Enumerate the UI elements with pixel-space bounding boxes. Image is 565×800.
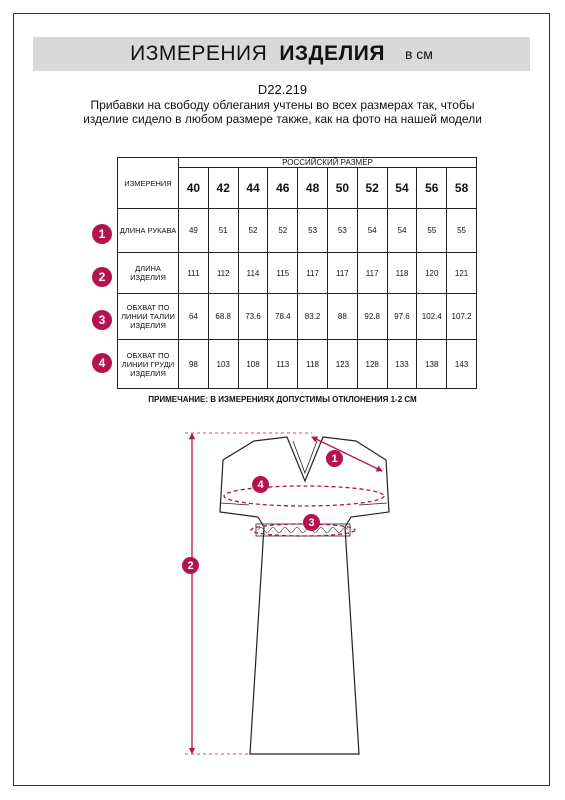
- measurement-badge: 2: [92, 267, 112, 287]
- size-col-header: 44: [238, 168, 268, 209]
- table-cell: 73.6: [238, 294, 268, 340]
- size-col-header: 48: [298, 168, 328, 209]
- table-cell: 128: [357, 340, 387, 389]
- table-cell: 102.4: [417, 294, 447, 340]
- size-col-header: 50: [327, 168, 357, 209]
- row-label: ДЛИНА РУКАВА: [118, 209, 179, 253]
- table-cell: 83.2: [298, 294, 328, 340]
- tolerance-note: ПРИМЕЧАНИЕ: В ИЗМЕРЕНИЯХ ДОПУСТИМЫ ОТКЛОНЕНИЯ 1-2 СМ: [148, 395, 417, 404]
- diagram-badge: 1: [326, 450, 343, 467]
- table-cell: 55: [417, 209, 447, 253]
- table-cell: 92.8: [357, 294, 387, 340]
- size-col-header: 52: [357, 168, 387, 209]
- table-cell: 112: [208, 253, 238, 294]
- table-cell: 49: [179, 209, 209, 253]
- table-cell: 138: [417, 340, 447, 389]
- table-cell: 118: [387, 253, 417, 294]
- table-cell: 120: [417, 253, 447, 294]
- table-cell: 53: [327, 209, 357, 253]
- table-cell: 103: [208, 340, 238, 389]
- table-cell: 108: [238, 340, 268, 389]
- title-part-1: ИЗМЕРЕНИЯ: [130, 42, 268, 65]
- sleeve-length-arrow: [314, 438, 380, 470]
- table-cell: 121: [447, 253, 477, 294]
- diagram-badge: 3: [303, 514, 320, 531]
- diagram-badge: 4: [252, 476, 269, 493]
- row-label: ОБХВАТ ПО ЛИНИИ ТАЛИИ ИЗДЕЛИЯ: [118, 294, 179, 340]
- size-col-header: 56: [417, 168, 447, 209]
- table-cell: 64: [179, 294, 209, 340]
- table-cell: 52: [268, 209, 298, 253]
- size-col-header: 40: [179, 168, 209, 209]
- table-cell: 55: [447, 209, 477, 253]
- row-label: ДЛИНА ИЗДЕЛИЯ: [118, 253, 179, 294]
- table-cell: 97.6: [387, 294, 417, 340]
- corner-label: ИЗМЕРЕНИЯ: [118, 158, 179, 209]
- model-code: D22.219: [257, 82, 308, 97]
- table-cell: 143: [447, 340, 477, 389]
- table-cell: 117: [298, 253, 328, 294]
- table-cell: 78.4: [268, 294, 298, 340]
- title-units: в см: [404, 46, 433, 62]
- measurement-badge: 3: [92, 310, 112, 330]
- table-cell: 107.2: [447, 294, 477, 340]
- measurement-badge: 4: [92, 353, 112, 373]
- table-cell: 51: [208, 209, 238, 253]
- table-cell: 123: [327, 340, 357, 389]
- group-header: РОССИЙСКИЙ РАЗМЕР: [179, 158, 477, 168]
- table-cell: 88: [327, 294, 357, 340]
- table-cell: 68.8: [208, 294, 238, 340]
- table-cell: 52: [238, 209, 268, 253]
- table-cell: 54: [387, 209, 417, 253]
- waist-gathers: [258, 528, 348, 533]
- table-cell: 113: [268, 340, 298, 389]
- table-cell: 111: [179, 253, 209, 294]
- title-part-2: ИЗДЕЛИЯ: [279, 42, 385, 65]
- table-cell: 53: [298, 209, 328, 253]
- size-col-header: 58: [447, 168, 477, 209]
- table-cell: 54: [357, 209, 387, 253]
- table-cell: 115: [268, 253, 298, 294]
- fit-description: Прибавки на свободу облегания учтены во всех размерах так, чтобы изделие сидело в любом размере также, как на фото на нашей модели: [83, 98, 482, 126]
- row-label: ОБХВАТ ПО ЛИНИИ ГРУДИ ИЗДЕЛИЯ: [118, 340, 179, 389]
- table-cell: 118: [298, 340, 328, 389]
- table-cell: 117: [327, 253, 357, 294]
- size-col-header: 46: [268, 168, 298, 209]
- dress-outline: [220, 437, 389, 754]
- table-cell: 98: [179, 340, 209, 389]
- neckline-inner: [293, 441, 317, 473]
- bust-circumference: [224, 486, 384, 506]
- measurement-badge: 1: [92, 224, 112, 244]
- table-cell: 133: [387, 340, 417, 389]
- table-cell: 114: [238, 253, 268, 294]
- diagram-badge: 2: [182, 557, 199, 574]
- size-col-header: 54: [387, 168, 417, 209]
- size-col-header: 42: [208, 168, 238, 209]
- table-cell: 117: [357, 253, 387, 294]
